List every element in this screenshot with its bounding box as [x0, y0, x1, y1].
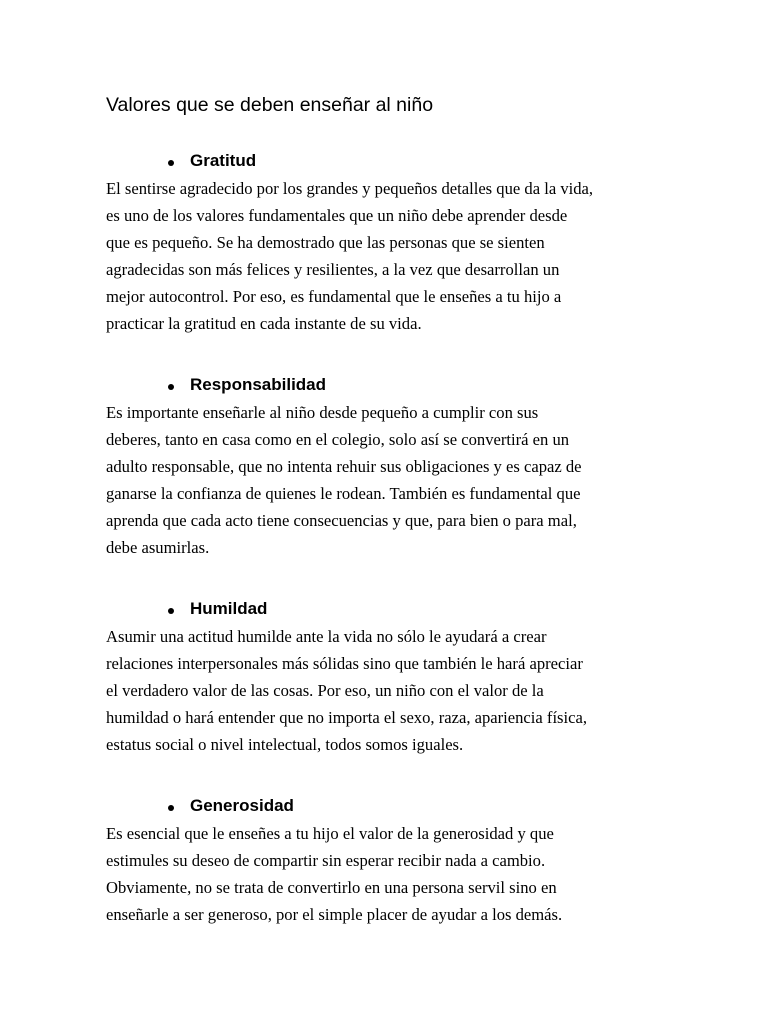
section-responsabilidad	[106, 373, 666, 561]
paragraph-line: humildad o hará entender que no importa el sexo, raza, apariencia física,	[106, 708, 588, 727]
paragraph-line: que es pequeño. Se ha demostrado que las personas que se sienten	[106, 233, 545, 252]
section-heading: Humildad	[190, 599, 268, 618]
section-generosidad	[106, 794, 666, 928]
section-heading: Gratitud	[190, 151, 257, 170]
paragraph-line: relaciones interpersonales más sólidas sino que también le hará apreciar	[106, 654, 583, 673]
page-title: Valores que se deben enseñar al niño	[106, 94, 434, 116]
section-gratitud	[106, 149, 666, 337]
paragraph-line: ganarse la confianza de quienes le rodean. También es fundamental que	[106, 484, 581, 503]
paragraph-line: Es esencial que le enseñes a tu hijo el valor de la generosidad y que	[106, 824, 554, 843]
paragraph-line: Asumir una actitud humilde ante la vida no sólo le ayudará a crear	[106, 627, 547, 646]
bullet-heading	[106, 373, 666, 399]
paragraph-line: aprenda que cada acto tiene consecuencias y que, para bien o para mal,	[106, 511, 577, 530]
bullet-icon	[168, 805, 174, 811]
bullet-heading	[106, 794, 666, 820]
paragraph-line: El sentirse agradecido por los grandes y pequeños detalles que da la vida,	[106, 179, 594, 198]
paragraph-line: practicar la gratitud en cada instante de su vida.	[106, 314, 422, 333]
paragraph-line: Obviamente, no se trata de convertirlo en una persona servil sino en	[106, 878, 557, 897]
paragraph-line: el verdadero valor de las cosas. Por eso, un niño con el valor de la	[106, 681, 544, 700]
bullet-icon	[168, 608, 174, 614]
paragraph-line: agradecidas son más felices y resilientes, a la vez que desarrollan un	[106, 260, 560, 279]
paragraph-line: es uno de los valores fundamentales que un niño debe aprender desde	[106, 206, 568, 225]
bullet-icon	[168, 384, 174, 390]
paragraph-line: debe asumirlas.	[106, 538, 210, 557]
paragraph-line: enseñarle a ser generoso, por el simple placer de ayudar a los demás.	[106, 905, 563, 924]
section-heading: Responsabilidad	[190, 375, 327, 394]
section-paragraph	[106, 623, 666, 758]
section-paragraph	[106, 820, 666, 928]
paragraph-line: deberes, tanto en casa como en el colegio, solo así se convertirá en un	[106, 430, 570, 449]
section-paragraph	[106, 399, 666, 561]
section-humildad	[106, 597, 666, 758]
paragraph-line: mejor autocontrol. Por eso, es fundamental que le enseñes a tu hijo a	[106, 287, 562, 306]
bullet-icon	[168, 160, 174, 166]
bullet-heading	[106, 149, 666, 175]
bullet-heading	[106, 597, 666, 623]
paragraph-line: adulto responsable, que no intenta rehuir sus obligaciones y es capaz de	[106, 457, 582, 476]
paragraph-line: estatus social o nivel intelectual, todos somos iguales.	[106, 735, 464, 754]
paragraph-line: Es importante enseñarle al niño desde pequeño a cumplir con sus	[106, 403, 539, 422]
paragraph-line: estimules su deseo de compartir sin esperar recibir nada a cambio.	[106, 851, 546, 870]
section-heading: Generosidad	[190, 796, 294, 815]
section-paragraph	[106, 175, 666, 337]
